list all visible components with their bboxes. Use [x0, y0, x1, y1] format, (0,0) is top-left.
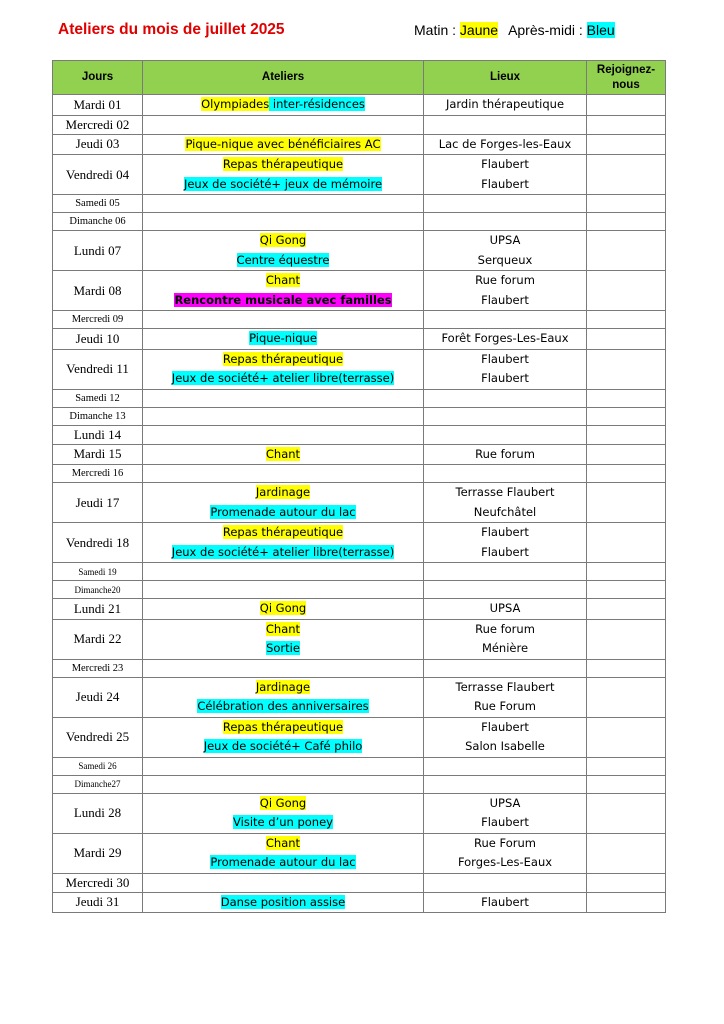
- workshop-cell: [143, 195, 424, 213]
- workshop-line: [143, 231, 423, 251]
- join-cell: [587, 563, 666, 581]
- day-cell: Mercredi 16: [53, 465, 143, 483]
- place-cell: [424, 425, 587, 444]
- workshop-line: [143, 135, 423, 155]
- column-header-join-us-label: Rejoignez-nous: [596, 63, 656, 91]
- join-cell: [587, 717, 666, 757]
- day-cell: Mercredi 30: [53, 873, 143, 892]
- morning-workshop: Jardinage: [255, 485, 311, 499]
- workshop-cell: [143, 271, 424, 311]
- table-row: [53, 757, 666, 775]
- workshop-cell: [143, 717, 424, 757]
- workshop-cell: [143, 311, 424, 329]
- join-cell: [587, 775, 666, 793]
- table-row: [53, 677, 666, 717]
- morning-workshop: Olympiades: [201, 97, 270, 111]
- day-cell: Jeudi 31: [53, 892, 143, 913]
- day-cell: Dimanche27: [53, 775, 143, 793]
- day-cell: Samedi 05: [53, 195, 143, 213]
- afternoon-workshop: Promenade autour du lac: [210, 504, 356, 519]
- place-cell: [424, 349, 587, 389]
- table-row: [53, 311, 666, 329]
- join-cell: [587, 349, 666, 389]
- place-line: Terrasse Flaubert: [455, 679, 555, 694]
- place-line: UPSA: [489, 233, 521, 247]
- table-row: [53, 407, 666, 425]
- table-row: [53, 115, 666, 134]
- place-line: Rue forum: [475, 621, 535, 636]
- day-cell: Jeudi 24: [53, 677, 143, 717]
- place-cell: [424, 523, 587, 563]
- table-header-row: [53, 61, 666, 95]
- place-line: Flaubert: [481, 351, 529, 366]
- workshop-line: [143, 794, 423, 814]
- join-cell: [587, 389, 666, 407]
- day-cell: Vendredi 11: [53, 349, 143, 389]
- workshop-line: [143, 737, 423, 757]
- workshop-cell: [143, 793, 424, 833]
- place-cell: [424, 95, 587, 116]
- morning-workshop: Pique-nique avec bénéficiaires AC: [185, 136, 381, 151]
- column-header-workshops: Ateliers: [143, 61, 424, 95]
- join-cell: [587, 599, 666, 620]
- table-row: [53, 231, 666, 271]
- join-cell: [587, 155, 666, 195]
- workshop-cell: [143, 389, 424, 407]
- table-row: [53, 349, 666, 389]
- place-cell: [424, 231, 587, 271]
- workshop-cell: [143, 155, 424, 195]
- afternoon-workshop: Centre équestre: [236, 252, 330, 267]
- place-line: Flaubert: [481, 157, 529, 171]
- place-cell: [424, 389, 587, 407]
- place-line: Rue forum: [475, 273, 535, 287]
- place-line: Ménière: [481, 641, 529, 655]
- day-cell: Mercredi 09: [53, 311, 143, 329]
- join-cell: [587, 311, 666, 329]
- table-row: [53, 195, 666, 213]
- place-cell: [424, 444, 587, 465]
- workshop-cell: [143, 115, 424, 134]
- workshop-cell: [143, 444, 424, 465]
- table-row: [53, 134, 666, 155]
- workshop-line: [143, 620, 423, 640]
- workshop-cell: [143, 677, 424, 717]
- workshop-line: [143, 329, 423, 349]
- join-cell: [587, 619, 666, 659]
- legend-afternoon-label: Après-midi :: [508, 22, 583, 38]
- table-row: [53, 465, 666, 483]
- day-cell: Mercredi 23: [53, 659, 143, 677]
- place-line: Rue Forum: [474, 699, 536, 713]
- place-cell: [424, 581, 587, 599]
- morning-workshop: Chant: [265, 621, 301, 636]
- join-cell: [587, 465, 666, 483]
- join-cell: [587, 425, 666, 444]
- table-row: [53, 483, 666, 523]
- join-cell: [587, 115, 666, 134]
- workshop-cell: [143, 329, 424, 350]
- place-line: Flaubert: [481, 894, 529, 909]
- place-cell: [424, 619, 587, 659]
- place-line: Flaubert: [481, 292, 529, 307]
- afternoon-workshop: Pique-nique: [249, 331, 317, 345]
- day-cell: Jeudi 10: [53, 329, 143, 350]
- day-cell: Dimanche20: [53, 581, 143, 599]
- morning-workshop: Jardinage: [255, 679, 311, 694]
- workshop-cell: [143, 659, 424, 677]
- table-row: [53, 95, 666, 116]
- place-cell: [424, 115, 587, 134]
- place-cell: [424, 833, 587, 873]
- join-cell: [587, 329, 666, 350]
- join-cell: [587, 213, 666, 231]
- place-cell: [424, 483, 587, 523]
- color-legend: [414, 22, 615, 38]
- place-line: Flaubert: [481, 371, 529, 385]
- day-cell: Mardi 29: [53, 833, 143, 873]
- afternoon-workshop: Jeux de société+ jeux de mémoire: [183, 176, 383, 191]
- afternoon-workshop: Visite d’un poney: [233, 815, 333, 829]
- workshop-cell: [143, 775, 424, 793]
- place-line: Neufchâtel: [473, 504, 537, 519]
- workshop-line: [143, 291, 423, 311]
- place-line: Flaubert: [481, 544, 529, 559]
- table-row: [53, 619, 666, 659]
- join-cell: [587, 483, 666, 523]
- morning-workshop: Qi Gong: [259, 233, 307, 247]
- afternoon-workshop: Promenade autour du lac: [210, 855, 356, 869]
- join-cell: [587, 407, 666, 425]
- day-cell: Vendredi 25: [53, 717, 143, 757]
- workshop-line: [143, 175, 423, 195]
- day-cell: Vendredi 04: [53, 155, 143, 195]
- workshop-line: [143, 251, 423, 271]
- join-cell: [587, 134, 666, 155]
- place-cell: [424, 155, 587, 195]
- join-cell: [587, 271, 666, 311]
- afternoon-workshop: Sortie: [266, 641, 300, 655]
- workshop-cell: [143, 213, 424, 231]
- table-row: [53, 833, 666, 873]
- workshop-line: [143, 483, 423, 503]
- workshop-line: [143, 95, 423, 115]
- workshop-cell: [143, 465, 424, 483]
- day-cell: Samedi 26: [53, 757, 143, 775]
- place-line: Rue Forum: [474, 835, 536, 850]
- workshop-line: [143, 271, 423, 291]
- table-row: [53, 892, 666, 913]
- workshop-cell: [143, 563, 424, 581]
- place-cell: [424, 775, 587, 793]
- workshop-line: [143, 445, 423, 465]
- workshop-line: [143, 599, 423, 619]
- place-cell: [424, 465, 587, 483]
- workshop-line: [143, 853, 423, 873]
- join-cell: [587, 444, 666, 465]
- workshop-cell: [143, 425, 424, 444]
- workshop-cell: [143, 581, 424, 599]
- schedule-table: [52, 60, 666, 913]
- place-line: Lac de Forges-les-Eaux: [438, 136, 572, 151]
- workshop-line: [143, 155, 423, 175]
- morning-workshop: Chant: [265, 273, 301, 287]
- place-line: Serqueux: [477, 252, 533, 267]
- place-line: UPSA: [489, 795, 521, 810]
- day-cell: Mardi 08: [53, 271, 143, 311]
- day-cell: Vendredi 18: [53, 523, 143, 563]
- place-line: Forêt Forges-Les-Eaux: [441, 331, 569, 345]
- place-cell: [424, 563, 587, 581]
- table-row: [53, 793, 666, 833]
- workshop-cell: [143, 349, 424, 389]
- afternoon-workshop: Célébration des anniversaires: [197, 699, 369, 713]
- morning-workshop: Repas thérapeutique: [222, 157, 344, 171]
- workshop-cell: [143, 873, 424, 892]
- table-row: [53, 271, 666, 311]
- place-cell: [424, 195, 587, 213]
- day-cell: Jeudi 17: [53, 483, 143, 523]
- place-cell: [424, 134, 587, 155]
- afternoon-workshop: Danse position assise: [220, 894, 346, 909]
- table-row: [53, 389, 666, 407]
- special-event: Rencontre musicale avec familles: [174, 292, 392, 307]
- table-row: [53, 599, 666, 620]
- table-row: [53, 659, 666, 677]
- place-line: Forges-Les-Eaux: [457, 855, 553, 869]
- workshop-cell: [143, 892, 424, 913]
- morning-workshop: Qi Gong: [259, 795, 307, 810]
- workshop-line: [143, 350, 423, 370]
- join-cell: [587, 581, 666, 599]
- place-line: Salon Isabelle: [465, 739, 545, 753]
- place-line: Jardin thérapeutique: [445, 97, 565, 111]
- place-line: Rue forum: [475, 446, 535, 461]
- place-cell: [424, 407, 587, 425]
- column-header-places: Lieux: [424, 61, 587, 95]
- afternoon-workshop: Jeux de société+ atelier libre(terrasse): [171, 371, 395, 385]
- place-cell: [424, 311, 587, 329]
- workshop-cell: [143, 833, 424, 873]
- place-cell: [424, 757, 587, 775]
- day-cell: Dimanche 06: [53, 213, 143, 231]
- afternoon-workshop: inter-résidences: [269, 97, 365, 111]
- morning-workshop: Repas thérapeutique: [222, 351, 344, 366]
- table-row: [53, 444, 666, 465]
- workshop-cell: [143, 134, 424, 155]
- day-cell: Mardi 01: [53, 95, 143, 116]
- morning-workshop: Repas thérapeutique: [222, 525, 344, 539]
- workshop-cell: [143, 95, 424, 116]
- column-header-join-us: [587, 61, 666, 95]
- place-cell: [424, 599, 587, 620]
- place-line: UPSA: [489, 601, 521, 615]
- page-title: Ateliers du mois de juillet 2025: [58, 21, 285, 38]
- day-cell: Samedi 12: [53, 389, 143, 407]
- workshop-line: [143, 893, 423, 913]
- workshop-cell: [143, 757, 424, 775]
- legend-afternoon-color: Bleu: [586, 22, 615, 38]
- morning-workshop: Repas thérapeutique: [222, 719, 344, 734]
- day-cell: Jeudi 03: [53, 134, 143, 155]
- table-row: [53, 873, 666, 892]
- join-cell: [587, 892, 666, 913]
- workshop-cell: [143, 619, 424, 659]
- table-row: [53, 717, 666, 757]
- place-line: Flaubert: [481, 176, 529, 191]
- workshop-cell: [143, 599, 424, 620]
- table-row: [53, 155, 666, 195]
- day-cell: Mardi 15: [53, 444, 143, 465]
- workshop-line: [143, 834, 423, 854]
- workshop-line: [143, 523, 423, 543]
- table-row: [53, 425, 666, 444]
- workshop-cell: [143, 231, 424, 271]
- place-cell: [424, 873, 587, 892]
- place-line: Flaubert: [481, 815, 529, 829]
- place-cell: [424, 213, 587, 231]
- day-cell: Lundi 21: [53, 599, 143, 620]
- workshop-cell: [143, 523, 424, 563]
- place-cell: [424, 659, 587, 677]
- afternoon-workshop: Jeux de société+ Café philo: [203, 739, 363, 753]
- legend-morning-color: Jaune: [459, 22, 499, 38]
- legend-morning-label: Matin :: [414, 22, 457, 38]
- workshop-cell: [143, 407, 424, 425]
- morning-workshop: Qi Gong: [259, 601, 307, 615]
- schedule-body: [53, 95, 666, 913]
- place-cell: [424, 717, 587, 757]
- workshop-line: [143, 813, 423, 833]
- join-cell: [587, 195, 666, 213]
- morning-workshop: Chant: [265, 446, 301, 461]
- place-line: Flaubert: [481, 719, 529, 734]
- day-cell: Lundi 28: [53, 793, 143, 833]
- column-header-days: Jours: [53, 61, 143, 95]
- day-cell: Lundi 07: [53, 231, 143, 271]
- place-line: Terrasse Flaubert: [455, 485, 555, 499]
- place-cell: [424, 793, 587, 833]
- workshop-line: [143, 543, 423, 563]
- workshop-cell: [143, 483, 424, 523]
- day-cell: Mercredi 02: [53, 115, 143, 134]
- join-cell: [587, 873, 666, 892]
- day-cell: Lundi 14: [53, 425, 143, 444]
- join-cell: [587, 659, 666, 677]
- join-cell: [587, 793, 666, 833]
- join-cell: [587, 757, 666, 775]
- workshop-line: [143, 718, 423, 738]
- day-cell: Dimanche 13: [53, 407, 143, 425]
- table-row: [53, 329, 666, 350]
- table-row: [53, 581, 666, 599]
- join-cell: [587, 95, 666, 116]
- table-row: [53, 213, 666, 231]
- workshop-line: [143, 697, 423, 717]
- place-cell: [424, 677, 587, 717]
- join-cell: [587, 231, 666, 271]
- workshop-line: [143, 503, 423, 523]
- day-cell: Samedi 19: [53, 563, 143, 581]
- join-cell: [587, 833, 666, 873]
- place-cell: [424, 329, 587, 350]
- place-line: Flaubert: [481, 525, 529, 539]
- workshop-line: [143, 639, 423, 659]
- morning-workshop: Chant: [265, 835, 301, 850]
- table-row: [53, 775, 666, 793]
- place-cell: [424, 892, 587, 913]
- table-row: [53, 563, 666, 581]
- workshop-line: [143, 678, 423, 698]
- place-cell: [424, 271, 587, 311]
- afternoon-workshop: Jeux de société+ atelier libre(terrasse): [171, 544, 395, 559]
- workshop-line: [143, 369, 423, 389]
- join-cell: [587, 523, 666, 563]
- day-cell: Mardi 22: [53, 619, 143, 659]
- table-row: [53, 523, 666, 563]
- page-header: [58, 21, 664, 43]
- join-cell: [587, 677, 666, 717]
